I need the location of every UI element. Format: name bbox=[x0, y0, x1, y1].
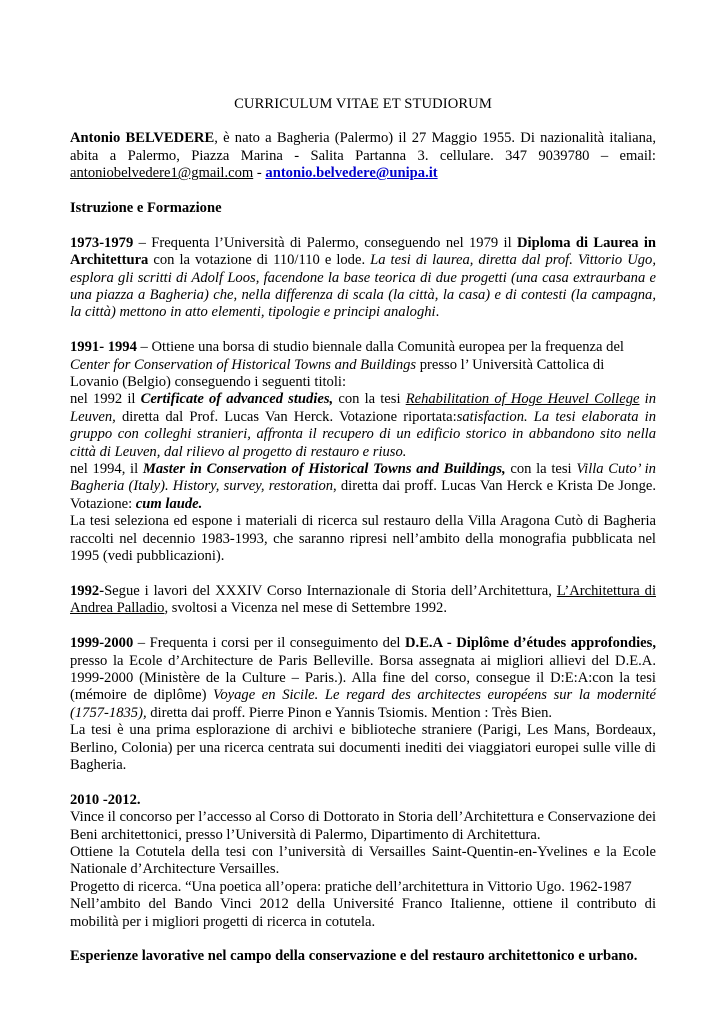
entry-years: 2010 -2012. bbox=[70, 791, 141, 808]
entry-2012-line2: Ottiene la Cotutela della tesi con l’università di Versailles Saint-Quentin-en-Yvelines e la Ecole Nationale d’Architecture Versailles. bbox=[70, 843, 656, 878]
section-heading-education: Istruzione e Formazione bbox=[70, 200, 222, 217]
entry-text: con la tesi bbox=[505, 461, 577, 478]
thesis-title: Villa Cuto’ in Bagheria (Italy). History, survey, restoration bbox=[70, 461, 656, 495]
spacer bbox=[70, 774, 656, 791]
entry-text: , diretta dai proff. Lucas Van Herck e Krista De Jonge. Votazione: bbox=[70, 478, 656, 512]
entry-years: 1992- bbox=[70, 582, 105, 599]
entry-2012-line1: Vince il concorso per l’accesso al Corso di Dottorato in Storia dell’Architettura e Conservazione dei Beni architettonici, presso l’Università di Palermo, Dipartimento di Architettura. bbox=[70, 809, 656, 843]
spacer bbox=[70, 931, 656, 948]
thesis-description: La tesi elaborata in gruppo con colleghi stranieri, affronta il recupero di un edificio storico in abbandono sito nella città di Leuven, dal rilievo al progetto di restauro e riuso. bbox=[70, 408, 656, 460]
entry-text: con la tesi bbox=[333, 391, 406, 408]
center-name: Center for Conservation of Historical Towns and Buildings bbox=[70, 356, 417, 373]
email-link-1[interactable]: antoniobelvedere1@gmail.com bbox=[70, 165, 254, 182]
degree-title: Diploma di Laurea in Architettura bbox=[70, 234, 657, 269]
master-title: Master in Conservation of Historical Towns and Buildings, bbox=[142, 461, 506, 478]
spacer bbox=[70, 183, 656, 200]
entry-1973-1979 bbox=[70, 235, 656, 322]
intro-paragraph bbox=[70, 130, 656, 182]
entry-text: con la votazione di 110/110 e lode. bbox=[148, 252, 371, 269]
entry-1991-1994 bbox=[70, 339, 656, 391]
dea-title: D.E.A - Diplôme d’études approfondies, bbox=[405, 635, 656, 652]
entry-text: – Frequenta l’Università di Palermo, conseguendo nel 1979 il bbox=[133, 234, 517, 251]
entry-1994-master bbox=[70, 461, 656, 513]
entry-2012-line3: Progetto di ricerca. “Una poetica all’opera: pratiche dell’architettura in Vittorio Ugo. 1962-1987 bbox=[70, 878, 632, 895]
entry-text: . bbox=[435, 304, 440, 321]
certificate-title: Certificate of advanced studies, bbox=[140, 391, 334, 408]
thesis-title: Voyage en Sicile. Le regard des architectes européens sur la modernité (1757-1835), bbox=[70, 687, 656, 721]
spacer bbox=[70, 322, 656, 339]
entry-years: 1991- 1994 bbox=[70, 339, 137, 356]
intro-text: , è nato a Bagheria (Palermo) il 27 Maggio 1955. Di nazionalità italiana, abita a Palermo, Piazza Marina - Salita Partanna 3. cellulare. 347 9039780 – email: bbox=[70, 130, 656, 164]
entry-text: diretta dai proff. Pierre Pinon e Yannis Tsiomis. Mention : Très Bien. bbox=[146, 704, 553, 721]
section-heading-work: Esperienze lavorative nel campo della conservazione e del restauro architettonico e urbano. bbox=[70, 948, 638, 965]
spacer bbox=[70, 217, 656, 234]
vote: satisfaction. bbox=[456, 408, 528, 425]
vote: cum laude. bbox=[135, 495, 203, 512]
entry-text: presso l’ Università Cattolica di Lovanio (Belgio) conseguendo i seguenti titoli: bbox=[70, 356, 605, 391]
entry-text: diretta dal Prof. Lucas Van Herck. Votazione riportata: bbox=[115, 408, 457, 425]
entry-text: nel 1992 il bbox=[70, 391, 141, 408]
thesis-title: Rehabilitation of Hoge Heuvel College bbox=[405, 391, 640, 408]
entry-text: in Leuven, bbox=[70, 391, 656, 425]
entry-1992 bbox=[70, 583, 656, 618]
entry-2012-line4: Nell’ambito del Bando Vinci 2012 della Université Franco Italienne, ottiene il contributo di mobilità per i migliori progetti di ricerca in cotutela. bbox=[70, 896, 656, 930]
document-title: CURRICULUM VITAE ET STUDIORUM bbox=[234, 96, 492, 112]
entry-text: nel 1994, il bbox=[70, 461, 143, 478]
entry-years: 1999-2000 bbox=[70, 635, 134, 652]
entry-text: – Frequenta i corsi per il conseguimento del bbox=[133, 635, 406, 652]
document-page bbox=[70, 96, 656, 966]
entry-1994-description: La tesi seleziona ed espone i materiali di ricerca sul restauro della Villa Aragona Cutò di Bagheria raccolti nel decennio 1983-1993, che saranno ripresi nell’ambito della monografia pubblicata nel 1995 (vedi pubblicazioni). bbox=[70, 513, 656, 565]
entry-years: 1973-1979 bbox=[70, 234, 134, 251]
entry-text: presso la Ecole d’Architecture de Paris Belleville. Borsa assegnata ai migliori allievi del D.E.A. 1999-2000 (Ministère de la Culture – Paris.). Alla fine del corso, consegue il D:E:A:con la tesi (mémoire de diplôme) bbox=[70, 652, 656, 704]
spacer bbox=[70, 566, 656, 583]
thesis-description: La tesi di laurea, diretta dal prof. Vittorio Ugo, esplora gli scritti di Adolf Loos, facendone la base teorica di due progetti (una casa extraurbana e una piazza a Bagheria) che, nella differenza di scala (la città, la casa) e di contesti (la campagna, la città) mettono in atto elementi, tipologie e principi analoghi bbox=[70, 252, 656, 321]
spacer bbox=[70, 618, 656, 635]
email-link-2[interactable]: antonio.belvedere@unipa.it bbox=[265, 165, 438, 182]
author-name: Antonio BELVEDERE bbox=[70, 130, 215, 147]
entry-1992-certificate bbox=[70, 391, 656, 461]
course-title: L’Architettura di Andrea Palladio bbox=[70, 582, 656, 617]
entry-2000-description: La tesi è una prima esplorazione di archivi e biblioteche straniere (Parigi, Les Mans, Bordeaux, Berlino, Colonia) per una ricerca centrata sui documenti inediti dei viaggiatori europei sulle ville di Bagheria. bbox=[70, 722, 656, 773]
entry-1999-2000 bbox=[70, 635, 656, 722]
entry-text: – Ottiene una borsa di studio biennale dalla Comunità europea per la frequenza del bbox=[136, 339, 624, 356]
entry-text: Segue i lavori del XXXIV Corso Internazionale di Storia dell’Architettura, bbox=[104, 582, 557, 599]
email-separator: - bbox=[253, 165, 266, 182]
entry-text: , svoltosi a Vicenza nel mese di Settembre 1992. bbox=[164, 600, 447, 617]
